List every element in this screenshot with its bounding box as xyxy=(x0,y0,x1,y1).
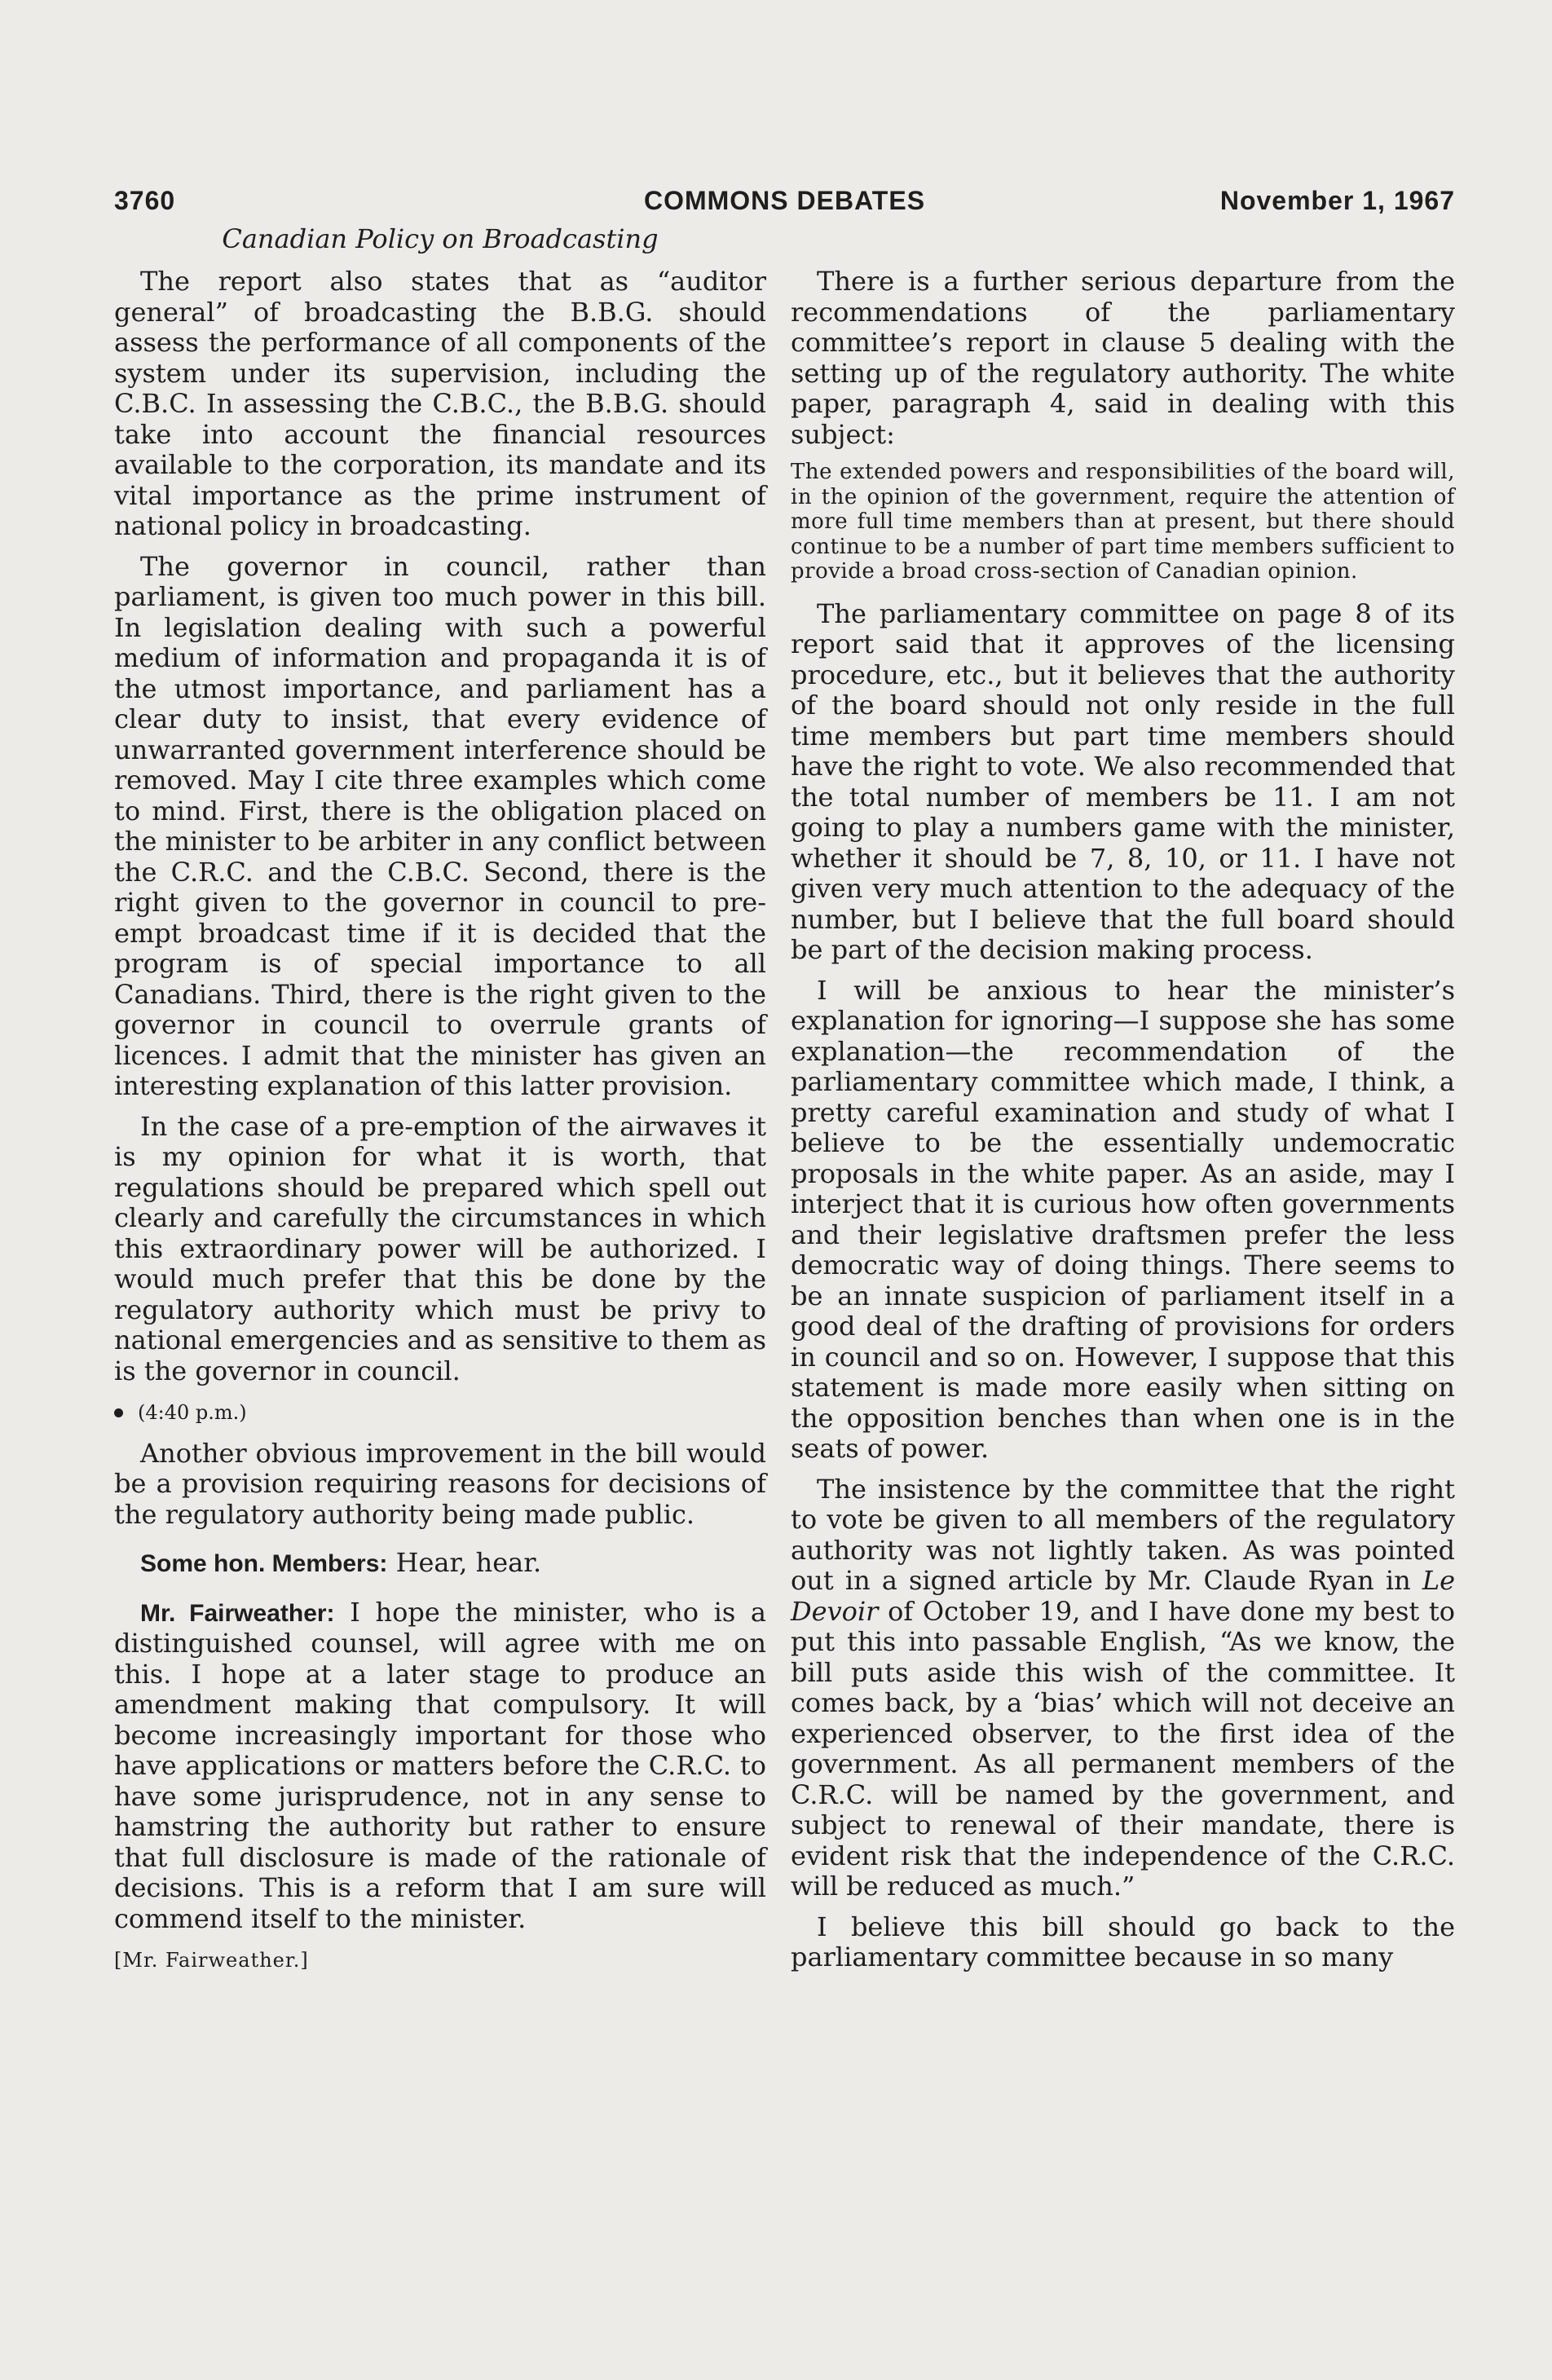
speaker-name: Some hon. Members: xyxy=(140,1550,388,1577)
publication-title: COMMONS DEBATES xyxy=(643,186,926,215)
bullet-icon xyxy=(114,1408,123,1417)
paragraph: The governor in council, rather than parliament, is given too much power in this bill. In legislation dealing with such a powerful medium of information and propaganda it is of the utmost importance, and parliament has a clear duty to insist, that every evidence of unwarranted government interference should be removed. May I cite three examples which come to mind. First, there is the obligation placed on the minister to be arbiter in any conflict between the C.R.C. and the C.B.C. Second, there is the right given to the governor in council to pre-empt broadcast time if it is decided that the program is of special importance to all Canadians. Third, there is the right given to the governor in council to overrule grants of licences. I admit that the minister has given an interesting explanation of this latter provision. xyxy=(114,550,766,1101)
speech-text: Hear, hear. xyxy=(395,1547,542,1578)
left-column xyxy=(114,263,766,1977)
speaker-footer-mark: [Mr. Fairweather.] xyxy=(114,1949,309,1972)
paragraph: The report also states that as “auditor general” of broadcasting the B.B.G. should assess the performance of all components of the system under its supervision, including the C.B.C. In assessing the C.B.C., the B.B.G. should take into account the financial resources available to the corporation, its mandate and its vital importance as the prime instrument of national policy in broadcasting. xyxy=(114,266,766,541)
right-column xyxy=(791,263,1455,1983)
interjection xyxy=(114,1548,766,1580)
page-number: 3760 xyxy=(114,186,176,215)
paragraph: I believe this bill should go back to the parliamentary committee because in so many xyxy=(791,1911,1455,1972)
speech-text: I hope the minister, who is a distinguished counsel, will agree with me on this. I hope at a later stage to produce an amendment making that compulsory. It will become increasingly important for those who have applications or matters before the C.R.C. to have some jurisprudence, not in any sense to hamstring the authority but rather to ensure that full disclosure is made of the rationale of decisions. This is a reform that I am sure will commend itself to the minister. xyxy=(114,1596,767,1934)
paragraph: The parliamentary committee on page 8 of its report said that it approves of the licensing procedure, etc., but it believes that the authority of the board should not only reside in the full time members but part time members should have the right to vote. We also recommended that the total number of members be 11. I am not going to play a numbers game with the minister, whether it should be 7, 8, 10, or 11. I have not given very much attention to the adequacy of the number, but I believe that the full board should be part of the decision making process. xyxy=(791,597,1455,965)
page-header xyxy=(114,186,1455,222)
paragraph: In the case of a pre-emption of the airwaves it is my opinion for what it is worth, that regulations should be prepared which spell out clearly and carefully the circumstances in which this extraordinary power will be authorized. I would much prefer that this be done by the regulatory authority which must be privy to national emergencies and as sensitive to them as is the governor in council. xyxy=(114,1110,766,1386)
block-quote: The extended powers and responsibilities of the board will, in the opinion of the government, require the attention of more full time members than at present, but there should continue to be a number of part time members sufficient to provide a broad cross-section of Canadian opinion. xyxy=(791,460,1455,584)
section-subheading: Canadian Policy on Broadcasting xyxy=(222,223,659,254)
paragraph-text: The insistence by the committee that the right to vote be given to all members of the regulatory authority was not lightly taken. As was pointed out in a signed article by Mr. Claude Ryan in xyxy=(791,1473,1455,1596)
paragraph: There is a further serious departure from the recommendations of the parliamentary committee’s report in clause 5 dealing with the setting up of the regulatory authority. The white paper, paragraph 4, said in dealing with this subject: xyxy=(791,266,1455,450)
speaker-name: Mr. Fairweather: xyxy=(140,1599,335,1627)
paragraph: I will be anxious to hear the minister’s explanation for ignoring—I suppose she has some explanation—the recommendation of the parliamentary committee which made, I think, a pretty careful examination and study of what I believe to be the essentially undemocratic proposals in the white paper. As an aside, may I interject that it is curious how often governments and their legislative draftsmen prefer the less democratic way of doing things. There seems to be an innate suspicion of parliament itself in a good deal of the drafting of provisions for orders in council and so on. However, I suppose that this statement is made more easily when sitting on the opposition benches than when one is in the seats of power. xyxy=(791,974,1455,1464)
paragraph-text: of October 19, and I have done my best to put this into passable English, “As we know, the bill puts aside this wish of the committee. It comes back, by a ‘bias’ which will not deceive an experienced observer, to the first idea of the government. As all permanent members of the C.R.C. will be named by the government, and subject to renewal of their mandate, there is evident risk that the independence of the C.R.C. will be reduced as much.” xyxy=(791,1595,1456,1902)
time-stamp-text: (4:40 p.m.) xyxy=(138,1401,247,1424)
speech-paragraph xyxy=(114,1598,766,1935)
publication-date: November 1, 1967 xyxy=(1219,186,1455,215)
paragraph xyxy=(791,1474,1455,1902)
newspaper-name: Le Devoir xyxy=(791,1565,1456,1627)
paragraph: Another obvious improvement in the bill would be a provision requiring reasons for decisions of the regulatory authority being made public. xyxy=(114,1437,766,1530)
time-stamp xyxy=(114,1398,766,1429)
